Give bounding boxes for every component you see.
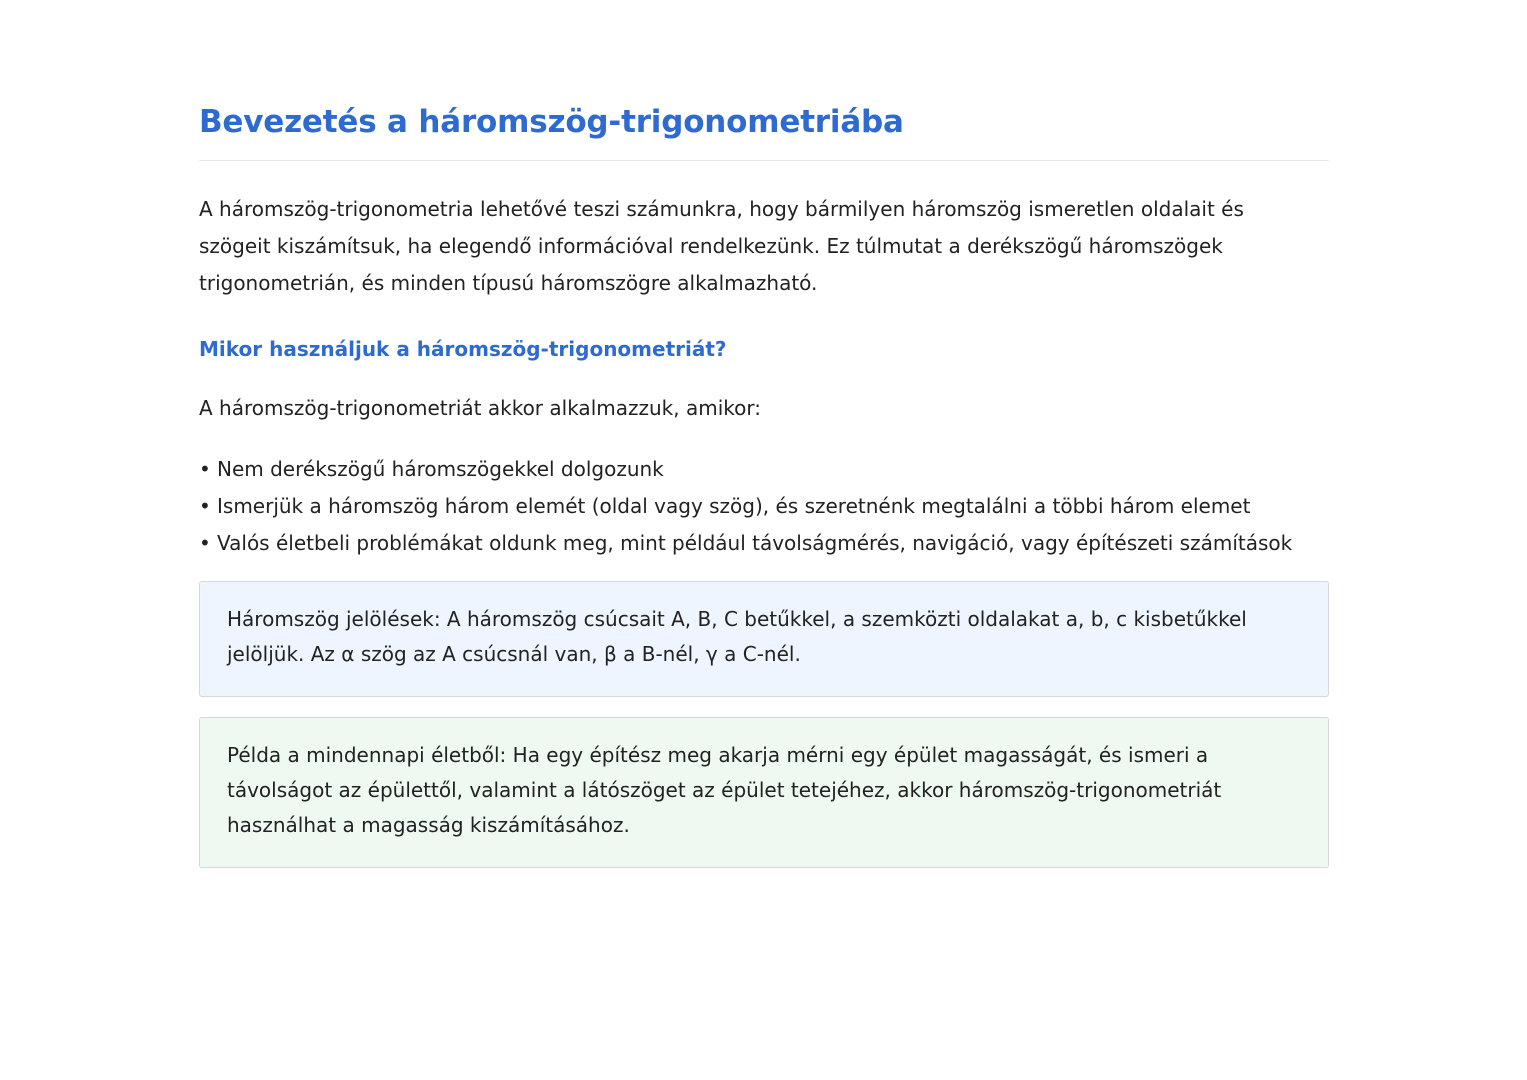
page-title: Bevezetés a háromszög-trigonometriába: [199, 104, 904, 140]
list-item: [199, 525, 1292, 562]
bullet-icon: •: [199, 457, 211, 481]
list-item: [199, 488, 1292, 525]
example-info-box: [199, 717, 1329, 868]
bullet-icon: •: [199, 494, 211, 518]
notation-info-box: [199, 581, 1329, 697]
section-heading: Mikor használjuk a háromszög-trigonometriát?: [199, 337, 727, 361]
notation-info-text: Háromszög jelölések: A háromszög csúcsait A, B, C betűkkel, a szemközti oldalakat a, b, c kisbetűkkel jelöljük. Az α szög az A csúcsnál van, β a B-nél, γ a C-nél.: [227, 607, 1247, 666]
bullet-icon: •: [199, 531, 211, 555]
list-item-text: Ismerjük a háromszög három elemét (oldal vagy szög), és szeretnénk megtalálni a többi három elemet: [217, 494, 1251, 518]
list-item: [199, 451, 1292, 488]
list-item-text: Nem derékszögű háromszögekkel dolgozunk: [217, 457, 664, 481]
section-lead: A háromszög-trigonometriát akkor alkalmazzuk, amikor:: [199, 396, 761, 420]
list-item-text: Valós életbeli problémákat oldunk meg, mint például távolságmérés, navigáció, vagy építészeti számítások: [217, 531, 1293, 555]
intro-paragraph: A háromszög-trigonometria lehetővé teszi számunkra, hogy bármilyen háromszög ismeretlen oldalait és szögeit kiszámítsuk, ha elegendő információval rendelkezünk. Ez túlmutat a derékszögű háromszögek trigonometrián, és minden típusú háromszögre alkalmazható.: [199, 197, 1244, 295]
bullet-list: [199, 451, 1292, 562]
example-info-text: Példa a mindennapi életből: Ha egy építész meg akarja mérni egy épület magasságát, és ismeri a távolságot az épülettől, valamint a látószöget az épület tetejéhez, akkor háromszög-trigonometriát használhat a magasság kiszámításához.: [227, 743, 1222, 837]
title-divider: [199, 160, 1329, 161]
